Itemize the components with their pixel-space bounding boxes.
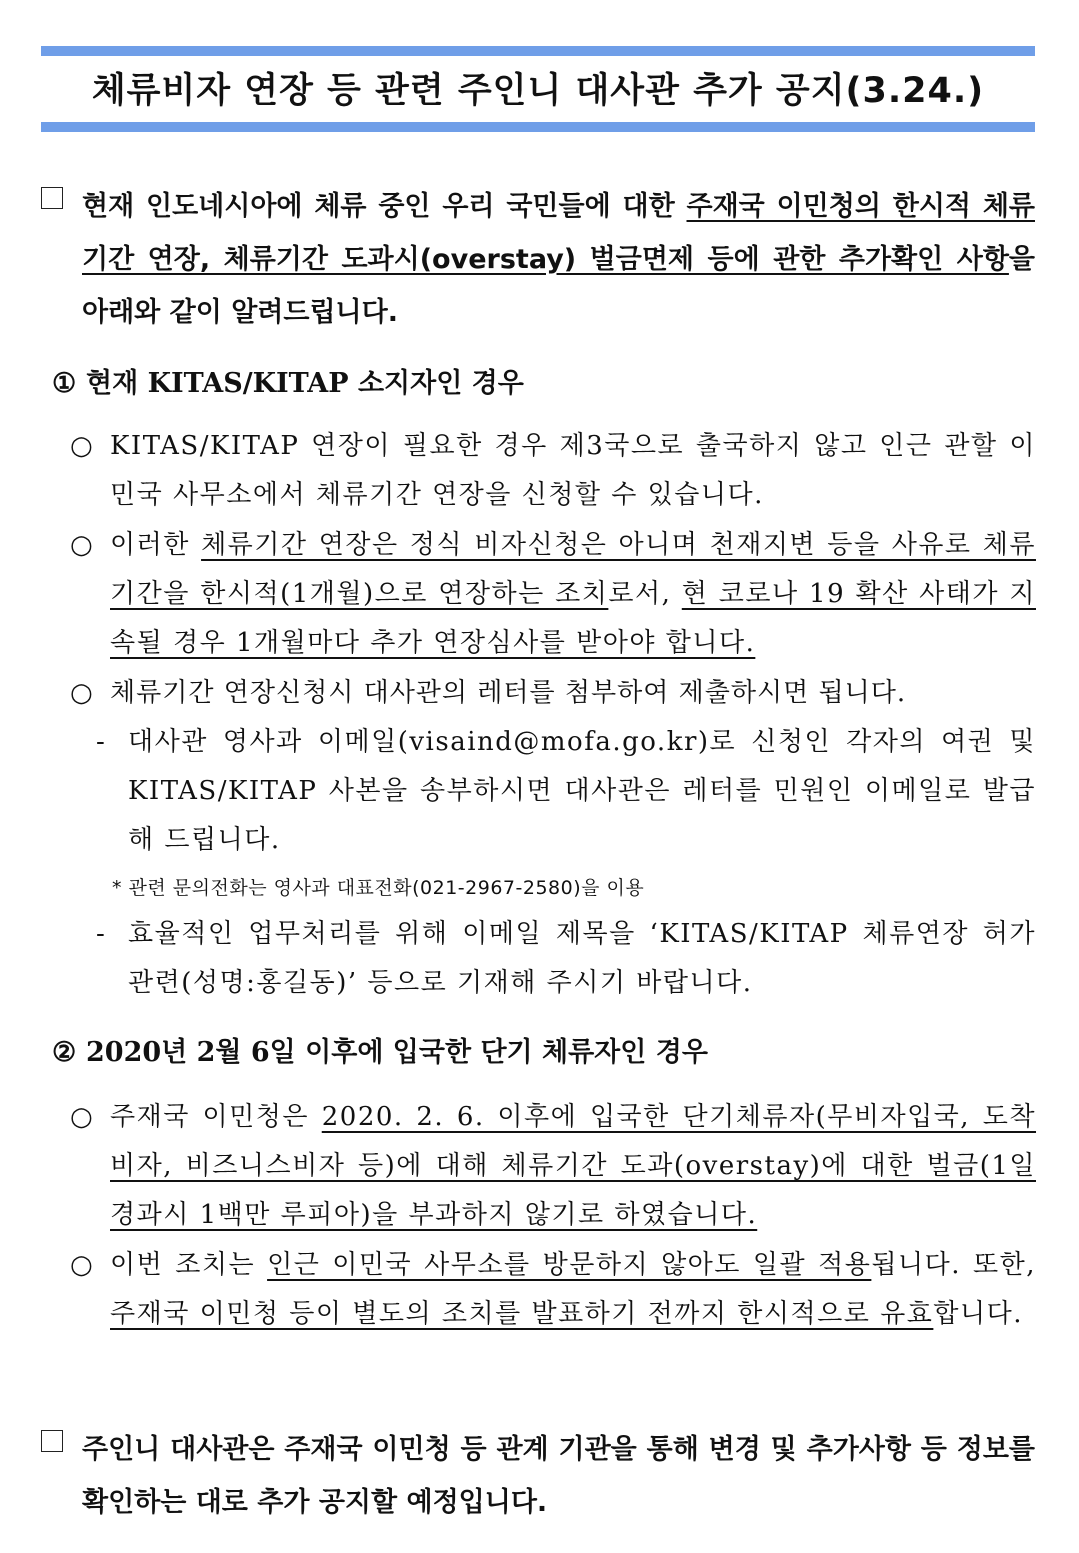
- section1-item-text: KITAS/KITAP 연장이 필요한 경우 제3국으로 출국하지 않고 인근 관할 이민국 사무소에서 체류기간 연장을 신청할 수 있습니다.: [110, 431, 1036, 510]
- section1-dash-item-text: 대사관 영사과 이메일(visaind@mofa.go.kr)로 신청인 각자의 여권 및 KITAS/KITAP 사본을 송부하시면 대사관은 레터를 민원인 이메일로 발급해 드립니다.: [128, 727, 1036, 855]
- text-underlined: 현 코로나 19 확산 사태가 지속될 경우 1개월마다 추가 연장심사를 받아야 합니다.: [110, 579, 1036, 658]
- intro-block: [41, 180, 1035, 339]
- section2-item-text: [110, 1241, 1036, 1339]
- section1-number: ①: [52, 368, 77, 399]
- dash-bullet-icon: -: [96, 919, 105, 949]
- text-part: 이러한: [110, 530, 202, 560]
- section1-dash-item-text: 효율적인 업무처리를 위해 이메일 제목을 ‘KITAS/KITAP 체류연장 허가 관련(성명:홍길동)’ 등으로 기재해 주시기 바랍니다.: [128, 919, 1036, 998]
- text-part: 됩니다. 또한,: [871, 1250, 1036, 1280]
- section1-item: [70, 669, 1036, 719]
- circle-bullet-icon: ○: [70, 678, 93, 708]
- intro-text-part: 을 아래와 같이 알려드립니다.: [82, 244, 1035, 328]
- section1-item: [70, 422, 1036, 522]
- section2-heading-text: 2020년 2월 6일 이후에 입국한 단기 체류자인 경우: [86, 1037, 708, 1068]
- intro-text: [82, 180, 1035, 339]
- section2-item-text: [110, 1093, 1036, 1240]
- text-underlined: 체류기간 연장은 정식 비자신청은 아니며 천재지변 등을 사유로 체류기간을 한시적(1개월)으로 연장하는 조치: [110, 530, 1036, 609]
- page-title: 체류비자 연장 등 관련 주인니 대사관 추가 공지(3.24.): [91, 71, 985, 111]
- text-underlined: 2020. 2. 6. 이후에 입국한 단기체류자(무비자입국, 도착비자, 비즈니스비자 등)에 대해 체류기간 도과(overstay)에 대한 벌금(1일 경과시 1백만 루피아)을 부과하지 않기로 하였습니다.: [110, 1102, 1037, 1230]
- circle-bullet-icon: ○: [70, 431, 93, 461]
- text-part: 로서,: [608, 579, 682, 609]
- text-underlined: 주재국 이민청 등이 별도의 조치를 발표하기 전까지 한시적으로 유효: [110, 1299, 934, 1329]
- section1-item-text: [110, 521, 1036, 668]
- section2-item: [70, 1241, 1036, 1391]
- section1-heading-text: 현재 KITAS/KITAP 소지자인 경우: [86, 368, 524, 399]
- section1-item-text: 체류기간 연장신청시 대사관의 레터를 첨부하여 제출하시면 됩니다.: [110, 678, 907, 708]
- circle-bullet-icon: ○: [70, 1250, 93, 1280]
- title-bar-bottom: [41, 122, 1035, 132]
- intro-text-underlined: 주재국 이민청의 한시적 체류기간 연장, 체류기간 도과시(overstay) 벌금면제 등에 관한 추가확인 사항: [82, 191, 1035, 275]
- text-part: 이번 조치는: [110, 1250, 268, 1280]
- text-part: 합니다.: [933, 1299, 1023, 1329]
- section2-number: ②: [52, 1037, 77, 1068]
- circle-bullet-icon: ○: [70, 530, 93, 560]
- section1-dash-item: [96, 718, 1036, 868]
- closing-block: [41, 1423, 1035, 1529]
- section1-item: [70, 521, 1036, 671]
- checkbox-square-icon: [41, 187, 63, 209]
- circle-bullet-icon: ○: [70, 1102, 93, 1132]
- contact-note: * 관련 문의전화는 영사과 대표전화(021-2967-2580)을 이용: [112, 877, 645, 899]
- title-bar-top: [41, 46, 1035, 56]
- text-part: 주재국 이민청은: [110, 1102, 322, 1132]
- text-underlined: 인근 이민국 사무소를 방문하지 않아도 일괄 적용: [267, 1250, 872, 1280]
- section1-dash-item: [96, 910, 1036, 1010]
- section2-item: [70, 1093, 1036, 1243]
- dash-bullet-icon: -: [96, 727, 105, 757]
- intro-text-part: 현재 인도네시아에 체류 중인 우리 국민들에 대한: [82, 191, 687, 222]
- section2-heading: [52, 1033, 708, 1073]
- closing-text: 주인니 대사관은 주재국 이민청 등 관계 기관을 통해 변경 및 추가사항 등 정보를 확인하는 대로 추가 공지할 예정입니다.: [82, 1434, 1035, 1518]
- section1-heading: [52, 364, 524, 404]
- checkbox-square-icon: [41, 1430, 63, 1452]
